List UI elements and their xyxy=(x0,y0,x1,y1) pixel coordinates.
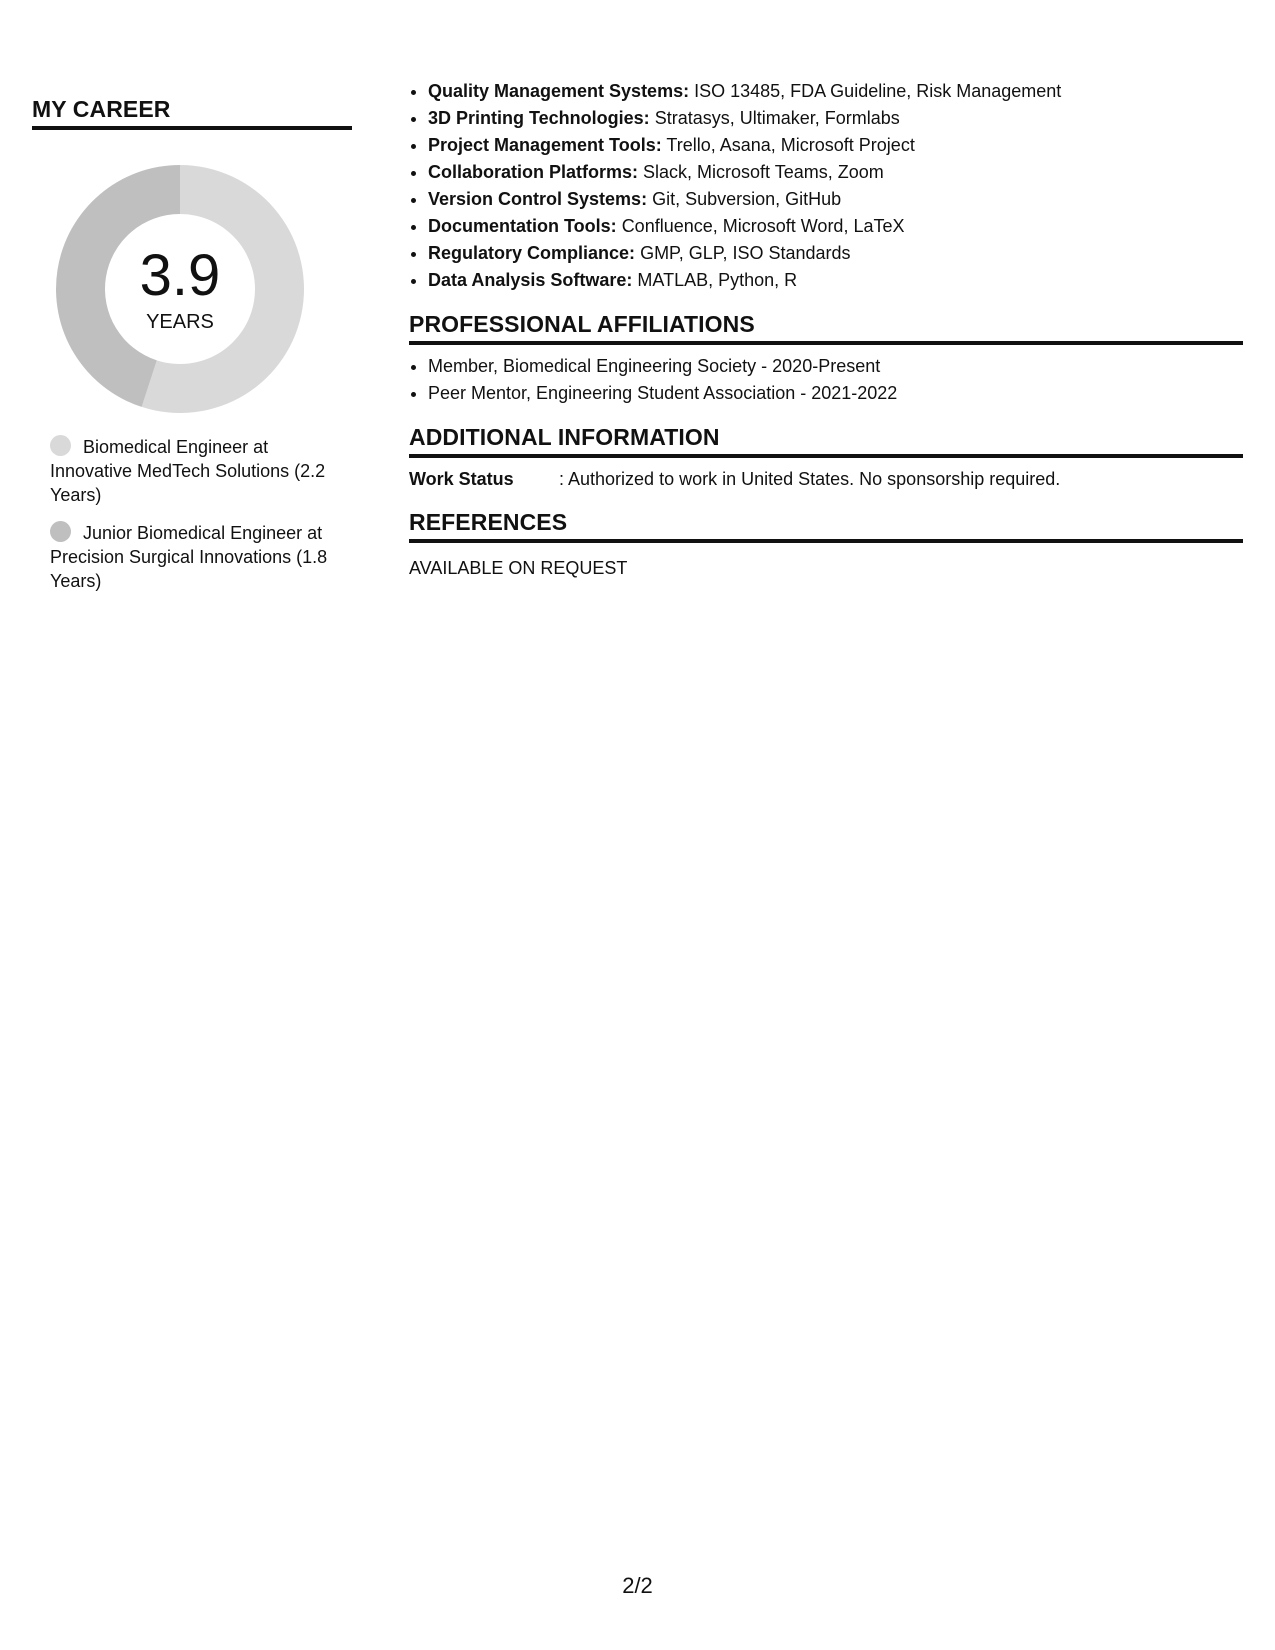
work-status-label: Work Status xyxy=(409,469,514,489)
affiliation-item: • Member, Biomedical Engineering Society - 2020-Present xyxy=(428,353,1243,380)
references-heading: REFERENCES xyxy=(409,509,1243,543)
references-text: AVAILABLE ON REQUEST xyxy=(409,558,628,578)
work-status-value: : Authorized to work in United States. No sponsorship required. xyxy=(559,469,1061,489)
skills-list xyxy=(409,78,1243,294)
skill-value: GMP, GLP, ISO Standards xyxy=(640,243,851,263)
skill-item xyxy=(428,267,1243,294)
skill-name: Collaboration Platforms: xyxy=(428,162,639,182)
total-years-unit: YEARS xyxy=(146,311,214,333)
affiliations-heading: PROFESSIONAL AFFILIATIONS xyxy=(409,311,1243,345)
skill-value: Stratasys, Ultimaker, Formlabs xyxy=(654,108,900,128)
career-legend xyxy=(50,435,340,593)
skill-value: ISO 13485, FDA Guideline, Risk Management xyxy=(694,81,1062,101)
skill-item xyxy=(428,78,1243,105)
legend-swatch xyxy=(50,435,71,456)
skill-name: Version Control Systems: xyxy=(428,189,648,209)
skill-name: Documentation Tools: xyxy=(428,216,617,236)
skill-item xyxy=(428,213,1243,240)
affiliations-list xyxy=(409,353,1243,407)
skill-value: Trello, Asana, Microsoft Project xyxy=(666,135,915,155)
career-heading: MY CAREER xyxy=(32,96,352,130)
skill-item xyxy=(428,159,1243,186)
skill-name: Quality Management Systems: xyxy=(428,81,690,101)
skill-item xyxy=(428,186,1243,213)
career-section xyxy=(32,96,352,607)
skill-name: Regulatory Compliance: xyxy=(428,243,636,263)
affiliations-section xyxy=(409,311,1243,407)
legend-swatch xyxy=(50,521,71,542)
work-status-row xyxy=(409,466,1243,492)
right-column xyxy=(409,78,1243,581)
additional-info-section xyxy=(409,424,1243,492)
skill-value: MATLAB, Python, R xyxy=(637,270,798,290)
skill-item xyxy=(428,240,1243,267)
page-number: 2/2 xyxy=(622,1573,653,1598)
legend-item xyxy=(50,521,340,593)
skill-value: Slack, Microsoft Teams, Zoom xyxy=(643,162,884,182)
career-donut-chart xyxy=(56,165,304,413)
skill-value: Confluence, Microsoft Word, LaTeX xyxy=(621,216,905,236)
donut-center xyxy=(56,165,304,413)
legend-label: Junior Biomedical Engineer at Precision Surgical Innovations (1.8 Years) xyxy=(50,523,328,591)
skill-item xyxy=(428,105,1243,132)
skill-name: Project Management Tools: xyxy=(428,135,662,155)
additional-info-heading: ADDITIONAL INFORMATION xyxy=(409,424,1243,458)
skill-name: 3D Printing Technologies: xyxy=(428,108,650,128)
references-section xyxy=(409,509,1243,581)
skill-item xyxy=(428,132,1243,159)
skill-value: Git, Subversion, GitHub xyxy=(652,189,842,209)
affiliation-item: • Peer Mentor, Engineering Student Association - 2021-2022 xyxy=(428,380,1243,407)
skill-name: Data Analysis Software: xyxy=(428,270,633,290)
legend-item xyxy=(50,435,340,507)
total-years-value: 3.9 xyxy=(139,243,221,308)
legend-label: Biomedical Engineer at Innovative MedTech Solutions (2.2 Years) xyxy=(50,437,326,505)
